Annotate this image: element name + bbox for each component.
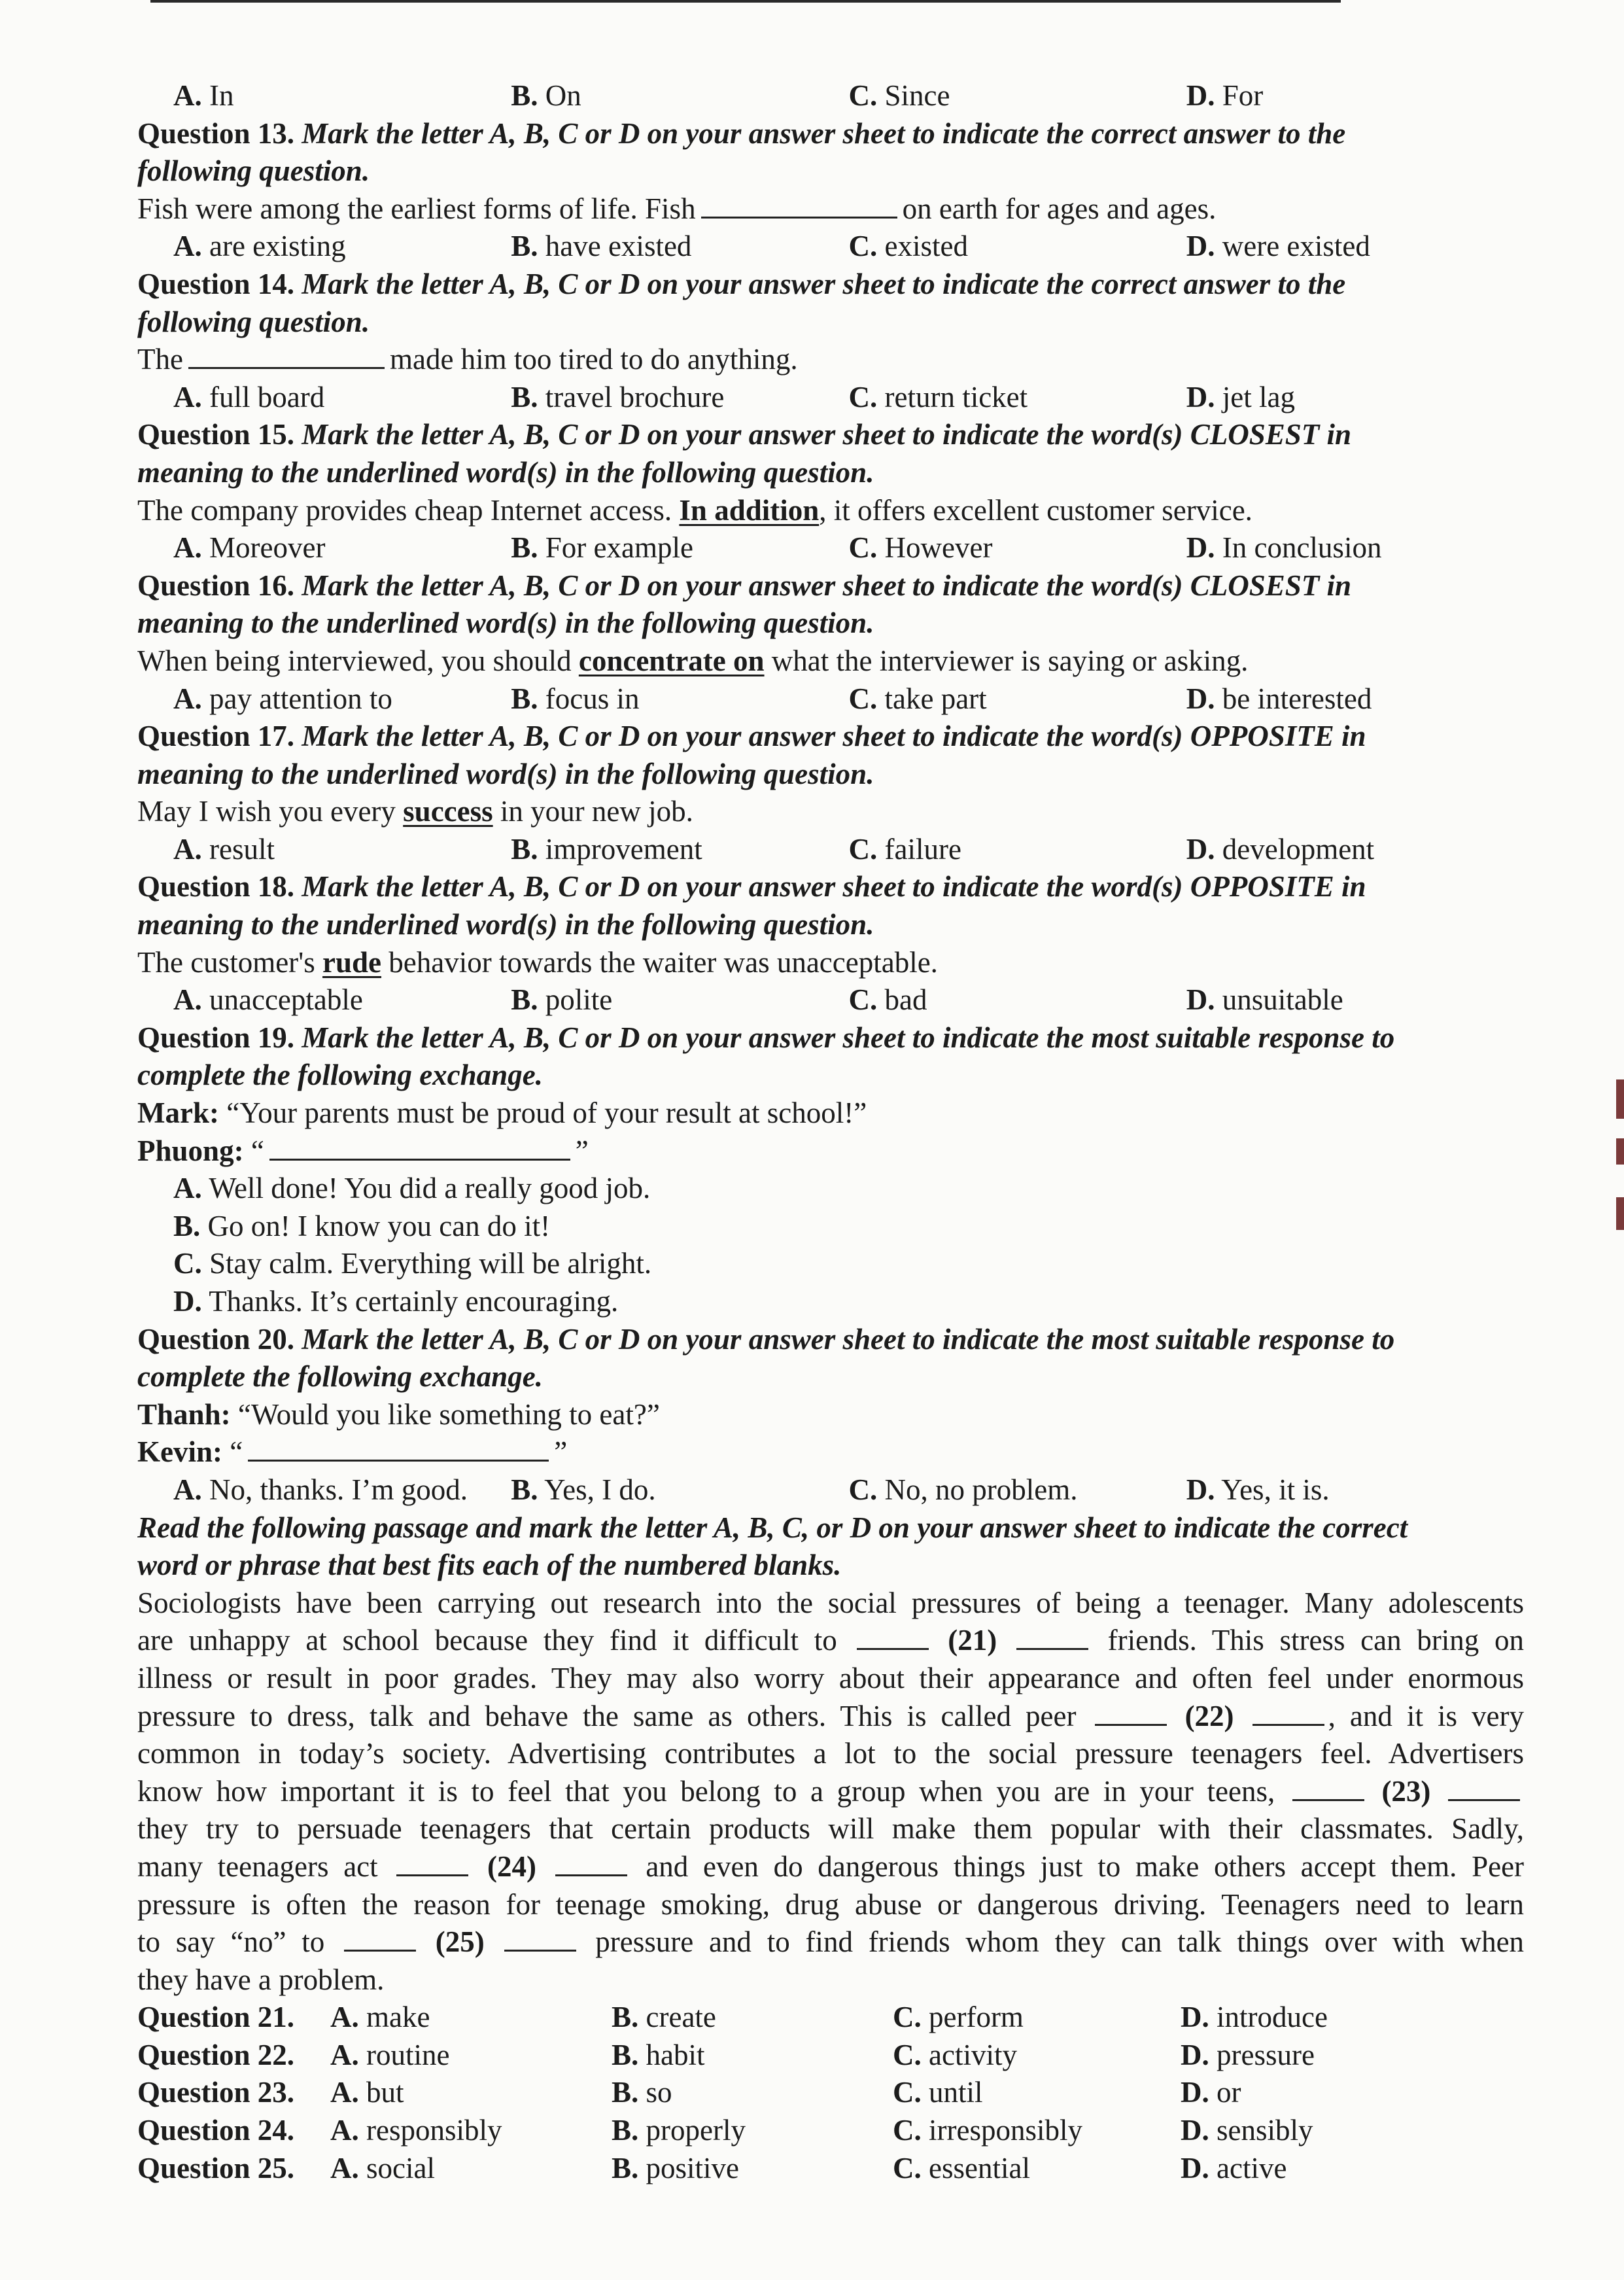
option-d[interactable]: D. Yes, it is. [1186, 1473, 1330, 1506]
option-b[interactable]: B. have existed [511, 230, 692, 263]
question-options [137, 680, 1524, 718]
passage-line: are unhappy at school because they find it difficult to (21) friends. This stress can bring on [137, 1622, 1524, 1660]
option-a[interactable]: A. Well done! You did a really good job. [173, 1172, 651, 1205]
question-instruction-cont: meaning to the underlined word(s) in the following question. [137, 908, 874, 941]
passage-instruction: Read the following passage and mark the letter A, B, C, or D on your answer sheet to indicate the correct [137, 1511, 1408, 1544]
page-edge-mark [1616, 1138, 1624, 1165]
passage-text [137, 1585, 1524, 1999]
question-instruction: Mark the letter A, B, C or D on your answer sheet to indicate the correct answer to the [302, 116, 1346, 150]
passage-line: many teenagers act (24) and even do dangerous things just to make others accept them. Peer [137, 1848, 1524, 1886]
option-a[interactable]: A. full board [173, 380, 325, 413]
option-d[interactable]: D. development [1186, 832, 1375, 866]
question-stem: Fish were among the earliest forms of life. Fish on earth for ages and ages. [137, 190, 1524, 228]
dialogue-response-line: Kevin: “ ” [137, 1433, 1524, 1471]
question-instruction-cont: following question. [137, 154, 370, 188]
question-instruction-cont: following question. [137, 305, 370, 338]
option-c[interactable]: C. failure [848, 832, 961, 866]
question-number: Question 22. [137, 2038, 295, 2071]
question-stem: When being interviewed, you should concentrate on what the interviewer is saying or asking. [137, 644, 1249, 677]
question-number: Question 16. [137, 569, 295, 602]
option-a[interactable]: A. Moreover [173, 531, 326, 565]
question-stem: The customer's rude behavior towards the waiter was unacceptable. [137, 945, 938, 979]
passage-line: pressure is often the reason for teenage smoking, drug abuse or dangerous driving. Teenagers need to learn [137, 1887, 1524, 1921]
option-b[interactable]: B. focus in [511, 682, 640, 715]
passage-line: know how important it is to feel that you belong to a group when you are in your teens, (23) [137, 1773, 1524, 1811]
option-c[interactable]: C. Since [848, 79, 950, 112]
question-instruction: Mark the letter A, B, C or D on your answer sheet to indicate the word(s) OPPOSITE in [302, 720, 1366, 753]
passage-answer-options [137, 1999, 1524, 2187]
question-options [137, 228, 1524, 266]
option-d[interactable]: D. Thanks. It’s certainly encouraging. [173, 1285, 619, 1318]
option-c[interactable]: C. irresponsibly [893, 2114, 1082, 2147]
option-b[interactable]: B. travel brochure [511, 380, 725, 413]
option-b[interactable]: B. For example [511, 531, 693, 565]
passage-line: Sociologists have been carrying out research into the social pressures of being a teenager. Many adolescents [137, 1586, 1524, 1619]
option-b[interactable]: B. create [612, 2001, 716, 2034]
option-c[interactable]: C. No, no problem. [848, 1473, 1078, 1506]
option-c[interactable]: C. take part [848, 682, 987, 715]
question-15 [137, 416, 1524, 567]
underlined-phrase: success [403, 795, 493, 828]
option-b[interactable]: B. Yes, I do. [511, 1473, 656, 1506]
option-a[interactable]: A. unacceptable [173, 983, 363, 1017]
option-b[interactable]: B. properly [612, 2114, 746, 2147]
option-a[interactable]: A. No, thanks. I’m good. [173, 1473, 468, 1506]
question-stem: The made him too tired to do anything. [137, 341, 1524, 379]
passage-blank [504, 1923, 576, 1952]
question-number: Question 21. [137, 2001, 295, 2034]
option-d[interactable]: D. sensibly [1181, 2114, 1313, 2147]
option-c[interactable]: C. essential [893, 2151, 1030, 2184]
passage-line: illness or result in poor grades. They may also worry about their appearance and often feel under enormous [137, 1661, 1524, 1694]
question-19 [137, 1019, 1524, 1321]
option-a[interactable]: A. responsibly [330, 2114, 502, 2147]
option-c[interactable]: C. existed [848, 230, 968, 263]
reading-passage-section [137, 1509, 1524, 2188]
question-number: Question 13. [137, 116, 295, 150]
option-b[interactable]: B. positive [612, 2151, 740, 2184]
answer-blank [248, 1433, 549, 1462]
question-number: Question 19. [137, 1021, 295, 1054]
option-b[interactable]: B. polite [511, 983, 613, 1017]
passage-line: they try to persuade teenagers that certain products will make them popular with their classmates. Sadly, [137, 1812, 1524, 1846]
question-options [137, 379, 1524, 417]
underlined-phrase: rude [322, 945, 382, 979]
option-d[interactable]: D. For [1186, 79, 1264, 112]
passage-blank [396, 1848, 468, 1876]
question-16 [137, 567, 1524, 718]
question-number: Question 18. [137, 870, 295, 903]
passage-blank [1292, 1773, 1364, 1801]
question-options [137, 1471, 1524, 1509]
question-18 [137, 868, 1524, 1019]
option-a[interactable]: A. are existing [173, 230, 346, 263]
option-d[interactable]: D. unsuitable [1186, 983, 1343, 1017]
question-instruction-cont: meaning to the underlined word(s) in the following question. [137, 606, 874, 640]
option-a[interactable]: A. make [330, 2001, 430, 2034]
passage-blank [344, 1923, 416, 1952]
question-number: Question 24. [137, 2114, 295, 2147]
option-d[interactable]: D. were existed [1186, 230, 1370, 263]
passage-blank [1448, 1773, 1520, 1801]
question-instruction: Mark the letter A, B, C or D on your answer sheet to indicate the correct answer to the [302, 267, 1346, 300]
page-top-rule [150, 0, 1341, 3]
option-d[interactable]: D. be interested [1186, 682, 1372, 715]
question-instruction: Mark the letter A, B, C or D on your answer sheet to indicate the most suitable response to [302, 1322, 1395, 1356]
passage-blank [857, 1622, 929, 1650]
passage-line: pressure to dress, talk and behave the same as others. This is called peer (22) , and it is very [137, 1698, 1524, 1736]
page-edge-mark [1616, 1079, 1624, 1119]
question-instruction-cont: meaning to the underlined word(s) in the following question. [137, 757, 874, 790]
passage-line: they have a problem. [137, 1963, 385, 1996]
option-a[interactable]: A. social [330, 2151, 435, 2184]
question-number: Question 23. [137, 2076, 295, 2109]
question-options [137, 831, 1524, 869]
question-options [137, 981, 1524, 1019]
question-options [137, 529, 1524, 567]
answer-blank [188, 341, 385, 369]
exam-page [137, 77, 1524, 2187]
question-number: Question 15. [137, 418, 295, 451]
passage-blank [1016, 1622, 1088, 1650]
question-17 [137, 718, 1524, 868]
passage-blank [1253, 1698, 1324, 1726]
option-c[interactable]: C. until [893, 2076, 983, 2109]
option-c[interactable]: C. However [848, 531, 993, 565]
passage-blank [1095, 1698, 1167, 1726]
passage-instruction-cont: word or phrase that best fits each of the numbered blanks. [137, 1549, 842, 1582]
passage-line: to say “no” to (25) pressure and to find friends whom they can talk things over with when [137, 1923, 1524, 1961]
option-d[interactable]: D. In conclusion [1186, 531, 1382, 565]
question-20 [137, 1321, 1524, 1509]
dialogue-response-line: Phuong: “ ” [137, 1132, 1524, 1170]
option-b[interactable]: B. On [511, 79, 581, 112]
question-instruction: Mark the letter A, B, C or D on your answer sheet to indicate the most suitable response to [302, 1021, 1395, 1054]
question-stem: The company provides cheap Internet access. In addition, it offers excellent customer service. [137, 493, 1253, 527]
underlined-phrase: In addition [679, 493, 820, 527]
dialogue-line: Mark: “Your parents must be proud of your result at school!” [137, 1096, 867, 1130]
option-d[interactable]: D. pressure [1181, 2038, 1315, 2071]
option-a[interactable]: A. result [173, 832, 275, 866]
option-c[interactable]: C. Stay calm. Everything will be alright. [173, 1247, 652, 1280]
option-d[interactable]: D. jet lag [1186, 380, 1295, 413]
option-d[interactable]: D. active [1181, 2151, 1287, 2184]
option-b[interactable]: B. Go on! I know you can do it! [173, 1209, 551, 1242]
answer-blank [269, 1132, 570, 1161]
question-number: Question 14. [137, 267, 295, 300]
question-instruction-cont: meaning to the underlined word(s) in the following question. [137, 455, 874, 489]
passage-line: common in today’s society. Advertising contributes a lot to the social pressure teenagers feel. Advertisers [137, 1737, 1524, 1770]
option-d[interactable]: D. introduce [1181, 2001, 1328, 2034]
question-number: Question 20. [137, 1322, 295, 1356]
option-c[interactable]: C. perform [893, 2001, 1024, 2034]
option-b[interactable]: B. habit [612, 2038, 705, 2071]
option-a[interactable]: A. but [330, 2076, 404, 2109]
question-instruction: Mark the letter A, B, C or D on your answer sheet to indicate the word(s) OPPOSITE in [302, 870, 1366, 903]
question-instruction: Mark the letter A, B, C or D on your answer sheet to indicate the word(s) CLOSEST in [302, 418, 1352, 451]
question-number: Question 25. [137, 2151, 295, 2184]
option-b[interactable]: B. so [612, 2076, 672, 2109]
question-13 [137, 115, 1524, 266]
option-a[interactable]: A. routine [330, 2038, 450, 2071]
dialogue-line: Thanh: “Would you like something to eat?” [137, 1397, 660, 1431]
question-stem: May I wish you every success in your new job. [137, 795, 693, 828]
underlined-phrase: concentrate on [578, 644, 765, 677]
option-a[interactable]: A. pay attention to [173, 682, 392, 715]
question-number: Question 17. [137, 720, 295, 753]
page-edge-mark [1616, 1197, 1624, 1230]
answer-blank [701, 190, 897, 219]
question-instruction-cont: complete the following exchange. [137, 1059, 543, 1092]
question-instruction-cont: complete the following exchange. [137, 1360, 543, 1394]
option-a[interactable]: A. In [173, 79, 234, 112]
q12-options [137, 77, 1524, 115]
option-d[interactable]: D. or [1181, 2076, 1241, 2109]
option-b[interactable]: B. improvement [511, 832, 702, 866]
option-c[interactable]: C. return ticket [848, 380, 1028, 413]
option-c[interactable]: C. activity [893, 2038, 1017, 2071]
question-14 [137, 266, 1524, 416]
passage-blank [555, 1848, 627, 1876]
option-c[interactable]: C. bad [848, 983, 927, 1017]
question-instruction: Mark the letter A, B, C or D on your answer sheet to indicate the word(s) CLOSEST in [302, 569, 1352, 602]
